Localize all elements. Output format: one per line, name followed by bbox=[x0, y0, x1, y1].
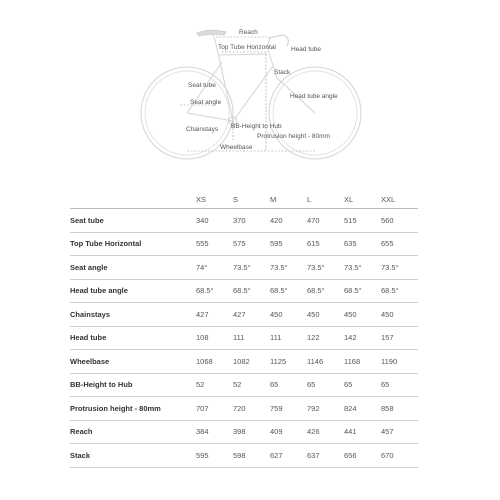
table-cell: 1168 bbox=[344, 350, 381, 374]
table-row bbox=[70, 303, 418, 327]
label-wheelbase: Wheelbase bbox=[220, 144, 253, 151]
table-cell: 560 bbox=[381, 209, 418, 233]
table-row bbox=[70, 397, 418, 421]
label-seat-angle: Seat angle bbox=[190, 99, 222, 106]
table-row bbox=[70, 373, 418, 397]
table-row bbox=[70, 232, 418, 256]
table-cell: 68.5° bbox=[270, 279, 307, 303]
table-row bbox=[70, 279, 418, 303]
table-cell: 792 bbox=[307, 397, 344, 421]
table-cell: 615 bbox=[307, 232, 344, 256]
table-cell: 73.5° bbox=[233, 256, 270, 280]
table-cell: 157 bbox=[381, 326, 418, 350]
top-tube-line bbox=[218, 54, 267, 55]
header-blank bbox=[70, 190, 196, 209]
table-cell: 73.5° bbox=[381, 256, 418, 280]
table-cell: 598 bbox=[233, 444, 270, 468]
table-cell: 370 bbox=[233, 209, 270, 233]
table-cell: 111 bbox=[233, 326, 270, 350]
table-row bbox=[70, 444, 418, 468]
size-header: XS bbox=[196, 190, 233, 209]
table-row bbox=[70, 209, 418, 233]
row-label: Wheelbase bbox=[70, 350, 196, 374]
table-cell: 555 bbox=[196, 232, 233, 256]
table-cell: 450 bbox=[344, 303, 381, 327]
table-cell: 68.5° bbox=[233, 279, 270, 303]
table-cell: 457 bbox=[381, 420, 418, 444]
table-cell: 398 bbox=[233, 420, 270, 444]
label-protrusion-height: Protrusion height - 80mm bbox=[257, 133, 330, 140]
table-cell: 68.5° bbox=[307, 279, 344, 303]
table-cell: 68.5° bbox=[381, 279, 418, 303]
table-cell: 340 bbox=[196, 209, 233, 233]
label-chainstays: Chainstays bbox=[186, 126, 219, 133]
bike-geometry-diagram bbox=[0, 0, 500, 170]
table-cell: 108 bbox=[196, 326, 233, 350]
row-label: Reach bbox=[70, 420, 196, 444]
size-header: XXL bbox=[381, 190, 418, 209]
label-seat-tube: Seat tube bbox=[188, 82, 216, 89]
table-cell: 450 bbox=[270, 303, 307, 327]
table-cell: 426 bbox=[307, 420, 344, 444]
table-cell: 73.5° bbox=[270, 256, 307, 280]
table-cell: 635 bbox=[344, 232, 381, 256]
table-cell: 575 bbox=[233, 232, 270, 256]
table-cell: 74° bbox=[196, 256, 233, 280]
table-cell: 656 bbox=[344, 444, 381, 468]
seat-tube-line bbox=[216, 44, 233, 121]
table-cell: 707 bbox=[196, 397, 233, 421]
table-cell: 65 bbox=[344, 373, 381, 397]
row-label: Head tube angle bbox=[70, 279, 196, 303]
down-tube-line bbox=[233, 66, 273, 121]
table-cell: 824 bbox=[344, 397, 381, 421]
table-row bbox=[70, 420, 418, 444]
row-label: Seat angle bbox=[70, 256, 196, 280]
table-cell: 470 bbox=[307, 209, 344, 233]
row-label: Chainstays bbox=[70, 303, 196, 327]
table-cell: 1125 bbox=[270, 350, 307, 374]
row-label: Protrusion height - 80mm bbox=[70, 397, 196, 421]
table-cell: 73.5° bbox=[307, 256, 344, 280]
table-cell: 68.5° bbox=[344, 279, 381, 303]
label-head-tube-angle: Head tube angle bbox=[290, 93, 338, 100]
table-cell: 1190 bbox=[381, 350, 418, 374]
table-cell: 409 bbox=[270, 420, 307, 444]
table-cell: 515 bbox=[344, 209, 381, 233]
table-row bbox=[70, 326, 418, 350]
table-cell: 427 bbox=[233, 303, 270, 327]
table-cell: 65 bbox=[381, 373, 418, 397]
row-label: BB-Height to Hub bbox=[70, 373, 196, 397]
table-cell: 384 bbox=[196, 420, 233, 444]
chainstay-line bbox=[187, 113, 233, 121]
row-label: Head tube bbox=[70, 326, 196, 350]
table-cell: 65 bbox=[307, 373, 344, 397]
geometry-table bbox=[70, 190, 418, 468]
row-label: Stack bbox=[70, 444, 196, 468]
row-label: Seat tube bbox=[70, 209, 196, 233]
table-cell: 759 bbox=[270, 397, 307, 421]
table-cell: 450 bbox=[381, 303, 418, 327]
table-cell: 68.5° bbox=[196, 279, 233, 303]
table-cell: 73.5° bbox=[344, 256, 381, 280]
table-cell: 420 bbox=[270, 209, 307, 233]
table-row bbox=[70, 256, 418, 280]
table-cell: 637 bbox=[307, 444, 344, 468]
table-cell: 1068 bbox=[196, 350, 233, 374]
table-cell: 450 bbox=[307, 303, 344, 327]
table-cell: 441 bbox=[344, 420, 381, 444]
label-stack: Stack bbox=[274, 69, 291, 76]
table-cell: 720 bbox=[233, 397, 270, 421]
size-header: S bbox=[233, 190, 270, 209]
table-cell: 52 bbox=[196, 373, 233, 397]
table-cell: 595 bbox=[270, 232, 307, 256]
table-cell: 627 bbox=[270, 444, 307, 468]
table-cell: 427 bbox=[196, 303, 233, 327]
size-header: L bbox=[307, 190, 344, 209]
table-header-row bbox=[70, 190, 418, 209]
table-cell: 1082 bbox=[233, 350, 270, 374]
label-bb-height-to-hub: BB-Height to Hub bbox=[231, 123, 282, 130]
table-cell: 655 bbox=[381, 232, 418, 256]
table-cell: 670 bbox=[381, 444, 418, 468]
table-cell: 65 bbox=[270, 373, 307, 397]
table-cell: 52 bbox=[233, 373, 270, 397]
table-cell: 595 bbox=[196, 444, 233, 468]
table-cell: 858 bbox=[381, 397, 418, 421]
row-label: Top Tube Horizontal bbox=[70, 232, 196, 256]
table-cell: 111 bbox=[270, 326, 307, 350]
size-header: XL bbox=[344, 190, 381, 209]
size-header: M bbox=[270, 190, 307, 209]
table-row bbox=[70, 350, 418, 374]
table-cell: 142 bbox=[344, 326, 381, 350]
table-cell: 1146 bbox=[307, 350, 344, 374]
table-cell: 122 bbox=[307, 326, 344, 350]
label-top-tube-horizontal: Top Tube Horizontal bbox=[218, 44, 276, 51]
label-reach: Reach bbox=[239, 29, 258, 36]
label-head-tube: Head tube bbox=[291, 46, 321, 53]
saddle bbox=[197, 30, 226, 36]
